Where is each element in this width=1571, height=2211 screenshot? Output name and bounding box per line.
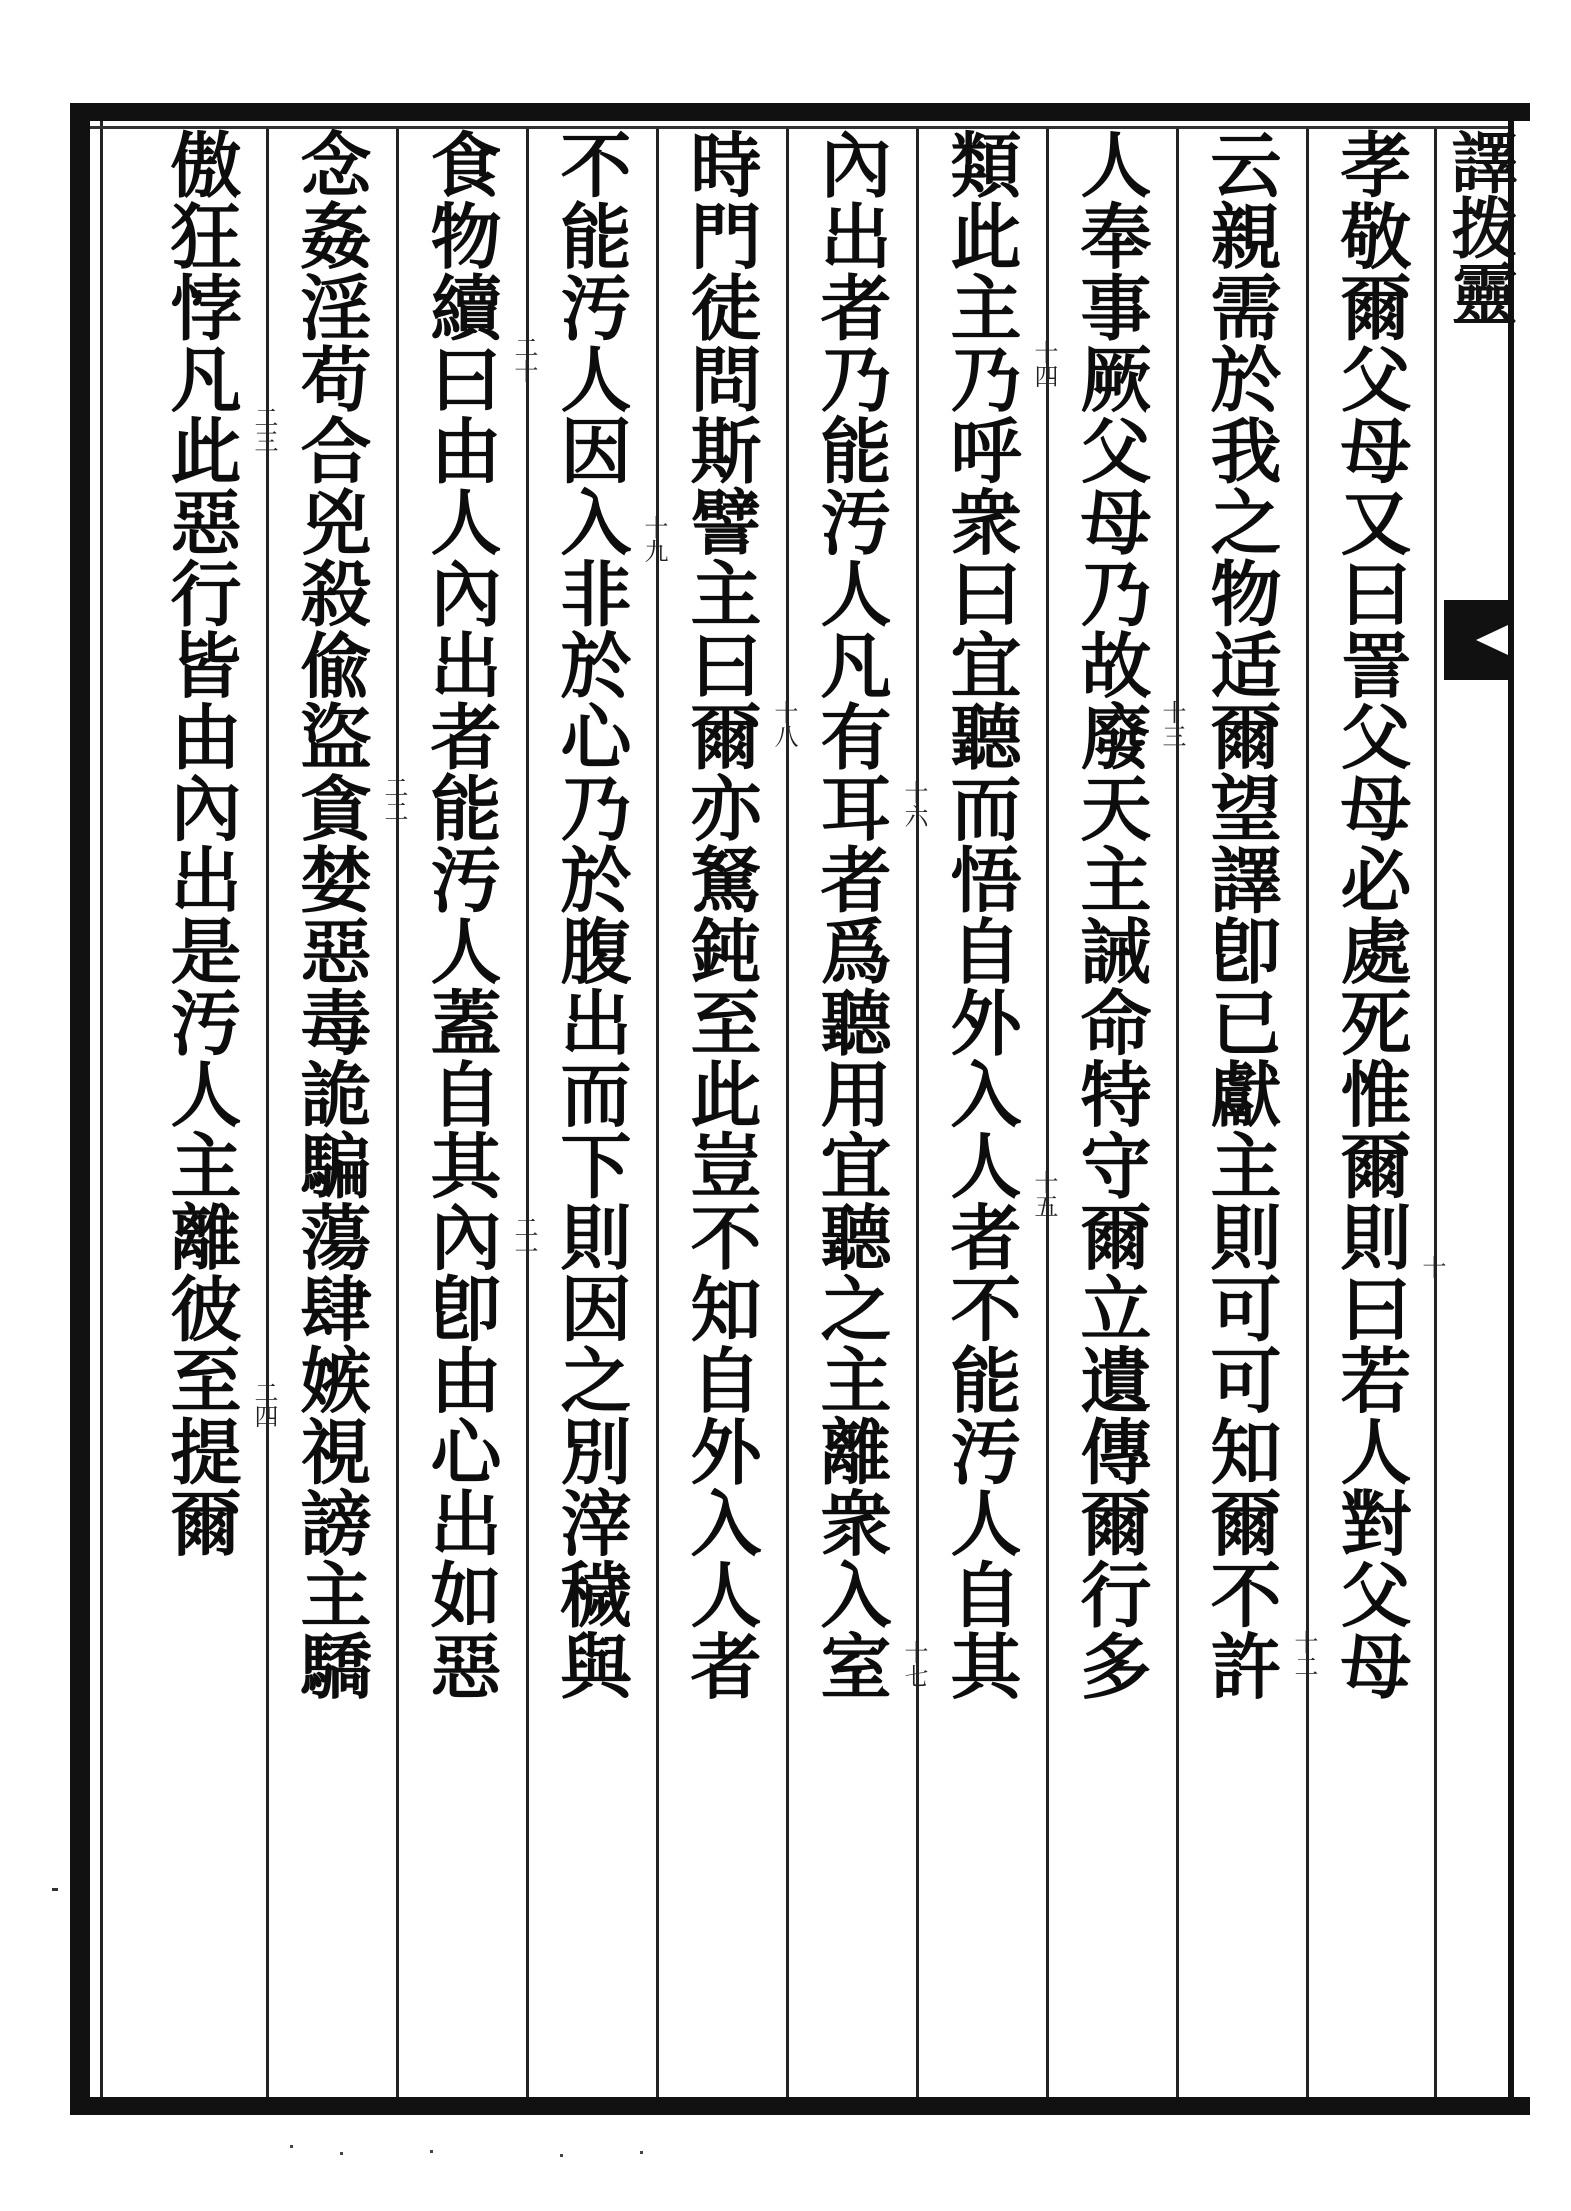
text-column-3: 人奉事厥父母乃故廢天主誡命特守爾立遺傳爾行多 bbox=[1069, 128, 1153, 1701]
text-column-1: 孝敬爾父母又曰詈父母必處死惟爾則曰若人對父母 bbox=[1329, 128, 1413, 1701]
verse-number: 二一 bbox=[510, 1215, 538, 1263]
text-column-8: 食物續曰由人內出者能汚人蓋自其內卽由心出如惡 bbox=[419, 128, 503, 1701]
running-title: 譯拨靈 bbox=[1440, 128, 1518, 326]
verse-number: 十八 bbox=[770, 700, 798, 748]
inner-left-rule bbox=[100, 121, 103, 2097]
verse-number: 十 bbox=[1418, 1255, 1446, 1279]
verse-number: 十三 bbox=[1158, 700, 1186, 748]
verse-number: 十二 bbox=[1290, 1630, 1318, 1678]
text-column-5: 內出者乃能汚人凡有耳者爲聽用宜聽之主離衆入室 bbox=[809, 128, 893, 1701]
frame-bottom-border bbox=[70, 2097, 1530, 2115]
frame-left-border bbox=[70, 103, 90, 2115]
text-column-6: 時門徒問斯譬主曰爾亦駑鈍至此豈不知自外入人者 bbox=[679, 128, 763, 1701]
frame-top-border bbox=[70, 103, 1530, 121]
verse-number: 二三 bbox=[250, 405, 278, 453]
fishtail-mark bbox=[1436, 600, 1516, 680]
verse-number: 二二 bbox=[380, 775, 408, 823]
verse-number: 二十 bbox=[510, 335, 538, 383]
text-column-4: 類此主乃呼衆曰宜聽而悟自外入人者不能汚人自其 bbox=[939, 128, 1023, 1701]
verse-number: 十四 bbox=[1030, 340, 1058, 388]
verse-number: 十九 bbox=[640, 515, 668, 563]
text-column-9: 念姦淫苟合兇殺偸盜貪婪惡毒詭騙蕩肆嫉視謗主驕 bbox=[289, 128, 373, 1701]
verse-number: 二四 bbox=[250, 1380, 278, 1428]
verse-number: 十六 bbox=[900, 780, 928, 828]
text-column-7: 不能汚人因入非於心乃於腹出而下則因之別滓穢與 bbox=[549, 128, 633, 1701]
verse-number: 十七 bbox=[900, 1640, 928, 1688]
verse-number: 十五 bbox=[1030, 1170, 1058, 1218]
text-column-10: 傲狂悖凡此惡行皆由內出是汚人主離彼至提爾 bbox=[159, 128, 243, 1558]
text-column-2: 云親需於我之物适爾望譯卽已獻主則可可知爾不許 bbox=[1199, 128, 1283, 1701]
